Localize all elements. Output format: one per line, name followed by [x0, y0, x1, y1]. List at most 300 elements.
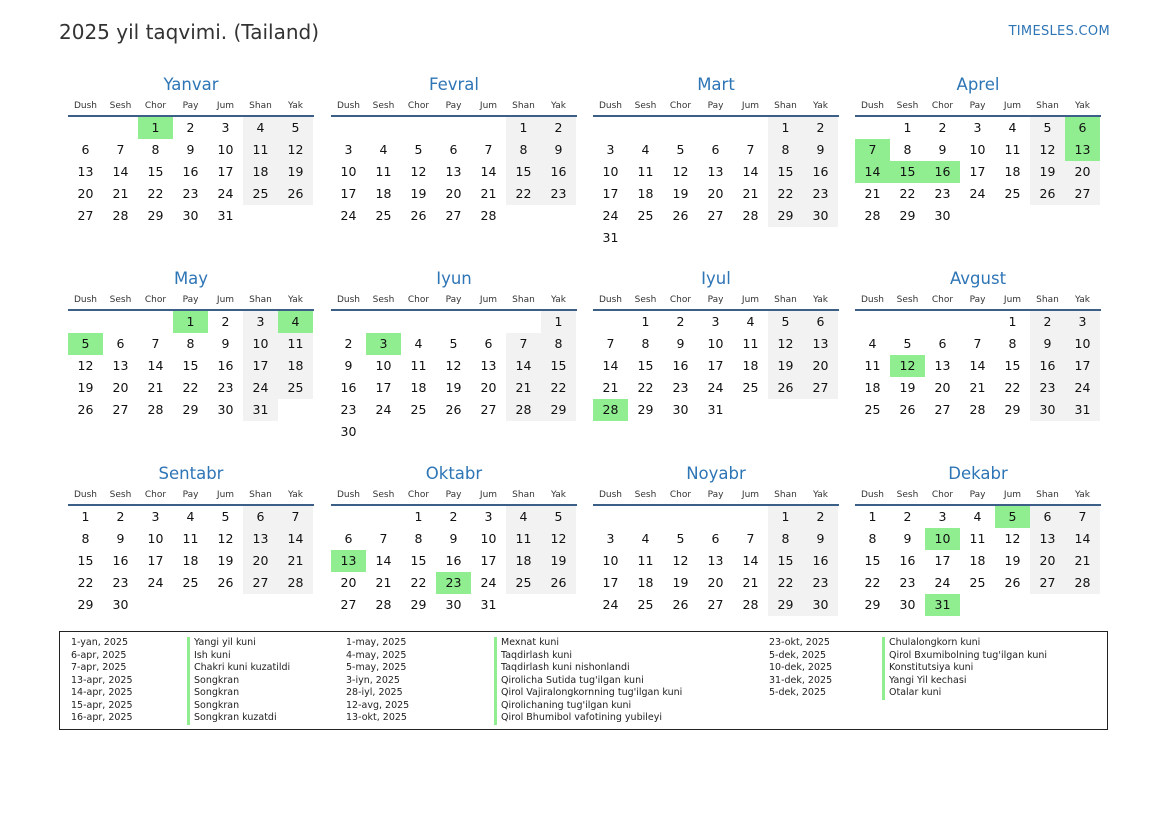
day-cell: 16: [340, 380, 357, 395]
week-row: [68, 161, 314, 183]
day-cell: 29: [637, 402, 654, 417]
week-row: [593, 399, 839, 421]
day-cell: 4: [243, 117, 278, 139]
day-cell: 18: [506, 550, 541, 572]
weekday-header: Jum: [741, 294, 760, 305]
empty-cell: [1030, 594, 1065, 616]
legend-holiday-name: Qirol Bhumibol vafotining yubileyi: [494, 712, 682, 725]
day-cell: 12: [77, 358, 94, 373]
weekday-header: Chor: [144, 100, 167, 111]
weekday-header: Shan: [1036, 294, 1059, 305]
legend-holiday-name: Qirol Bxumibolning tug'ilgan kuni: [882, 650, 1047, 663]
day-cell: 4: [278, 311, 313, 333]
weekday-header-row: [855, 290, 1101, 311]
weekday-header: Sesh: [109, 294, 132, 305]
day-cell: 15: [768, 550, 803, 572]
day-cell: 14: [480, 164, 497, 179]
week-row: [68, 399, 314, 421]
day-cell: 15: [410, 553, 427, 568]
weekday-header: Shan: [512, 100, 535, 111]
week-row: [855, 355, 1101, 377]
empty-cell: [366, 117, 401, 139]
empty-cell: [698, 227, 733, 249]
day-cell: 6: [243, 506, 278, 528]
day-cell: 31: [243, 399, 278, 421]
day-cell: 31: [217, 208, 234, 223]
day-cell: 29: [1004, 402, 1021, 417]
day-cell: 11: [410, 358, 427, 373]
day-cell: 15: [1004, 358, 1021, 373]
day-cell: 29: [768, 205, 803, 227]
day-cell: 12: [541, 528, 576, 550]
week-row: [855, 117, 1101, 139]
empty-cell: [698, 506, 733, 528]
day-cell: 16: [112, 553, 129, 568]
legend-date: 13-okt, 2025: [346, 712, 407, 723]
weekday-header: Sesh: [372, 294, 395, 305]
day-cell: 27: [707, 208, 724, 223]
month-block: [331, 74, 577, 227]
empty-cell: [401, 117, 436, 139]
day-cell: 1: [81, 509, 90, 524]
day-cell: 30: [803, 205, 838, 227]
day-cell: 29: [147, 208, 164, 223]
day-cell: 26: [541, 572, 576, 594]
day-cell: 27: [77, 208, 94, 223]
day-cell: 26: [768, 377, 803, 399]
week-row: [855, 572, 1101, 594]
day-cell: 27: [480, 402, 497, 417]
weekday-header: Shan: [249, 294, 272, 305]
empty-cell: [68, 311, 103, 333]
day-cell: 23: [217, 380, 234, 395]
weekday-header: Jum: [216, 294, 235, 305]
month-block: [593, 463, 839, 616]
day-cell: 21: [375, 575, 392, 590]
day-cell: 13: [112, 358, 129, 373]
day-cell: 5: [221, 509, 230, 524]
week-row: [331, 161, 577, 183]
day-cell: 28: [864, 208, 881, 223]
week-row: [331, 355, 577, 377]
day-cell: 4: [506, 506, 541, 528]
day-cell: 9: [1030, 333, 1065, 355]
day-cell: 3: [344, 142, 353, 157]
empty-cell: [436, 421, 471, 443]
legend-holiday-name: Qirol Vajiralongkornning tug'ilgan kuni: [494, 687, 682, 700]
day-cell: 17: [217, 164, 234, 179]
day-cell: 5: [676, 531, 685, 546]
day-cell: 1: [768, 506, 803, 528]
day-cell: 25: [182, 575, 199, 590]
day-cell: 10: [1065, 333, 1100, 355]
legend-holiday-name: Songkran kuzatdi: [187, 712, 290, 725]
day-cell: 18: [742, 358, 759, 373]
weekday-header: Chor: [407, 489, 430, 500]
weekday-header: Sesh: [634, 489, 657, 500]
day-cell: 22: [768, 183, 803, 205]
day-cell: 7: [746, 531, 755, 546]
day-cell: 2: [186, 120, 195, 135]
day-cell: 6: [449, 142, 458, 157]
day-cell: 16: [541, 161, 576, 183]
day-cell: 15: [768, 161, 803, 183]
day-cell: 10: [602, 553, 619, 568]
week-row: [593, 594, 839, 616]
day-cell: 6: [711, 142, 720, 157]
day-cell: 13: [243, 528, 278, 550]
day-cell: 21: [1065, 550, 1100, 572]
day-cell: 26: [899, 402, 916, 417]
empty-cell: [628, 227, 663, 249]
day-cell: 7: [484, 142, 493, 157]
empty-cell: [663, 227, 698, 249]
day-cell: 13: [707, 164, 724, 179]
day-cell: 25: [1004, 186, 1021, 201]
weekday-header: Dush: [73, 100, 98, 111]
day-cell: 18: [1004, 164, 1021, 179]
weekday-header: Dush: [336, 294, 361, 305]
day-cell: 3: [366, 333, 401, 355]
day-cell: 23: [899, 575, 916, 590]
day-cell: 31: [1065, 399, 1100, 421]
day-cell: 24: [375, 402, 392, 417]
weekday-header: Pay: [445, 489, 462, 500]
day-cell: 28: [112, 208, 129, 223]
day-cell: 9: [903, 531, 912, 546]
week-row: [331, 183, 577, 205]
day-cell: 30: [112, 597, 129, 612]
day-cell: 27: [1065, 183, 1100, 205]
day-cell: 24: [969, 186, 986, 201]
weekday-header: Sesh: [372, 489, 395, 500]
day-cell: 11: [182, 531, 199, 546]
weekday-header: Yak: [813, 294, 828, 305]
day-cell: 14: [602, 358, 619, 373]
legend-holiday-name: Songkran: [187, 675, 290, 688]
day-cell: 8: [506, 139, 541, 161]
day-cell: 14: [742, 553, 759, 568]
day-cell: 22: [147, 186, 164, 201]
empty-cell: [733, 399, 768, 421]
week-row: [855, 550, 1101, 572]
day-cell: 1: [768, 117, 803, 139]
day-cell: 15: [541, 355, 576, 377]
weekday-header: Shan: [1036, 100, 1059, 111]
day-cell: 14: [278, 528, 313, 550]
weekday-header-row: [331, 96, 577, 117]
legend-holiday-name: Chulalongkorn kuni: [882, 637, 1047, 650]
day-cell: 21: [147, 380, 164, 395]
day-cell: 11: [375, 164, 392, 179]
empty-cell: [366, 311, 401, 333]
weekday-header: Chor: [144, 294, 167, 305]
empty-cell: [995, 205, 1030, 227]
day-cell: 23: [182, 186, 199, 201]
day-cell: 13: [1030, 528, 1065, 550]
day-cell: 19: [899, 380, 916, 395]
day-cell: 23: [112, 575, 129, 590]
day-cell: 19: [672, 186, 689, 201]
legend-date: 31-dek, 2025: [769, 674, 833, 686]
day-cell: 27: [243, 572, 278, 594]
page-title: 2025 yil taqvimi. (Tailand): [59, 20, 320, 44]
day-cell: 14: [1065, 528, 1100, 550]
legend-date: 4-may, 2025: [346, 649, 407, 661]
day-cell: 7: [746, 142, 755, 157]
weekday-header: Chor: [931, 294, 954, 305]
day-cell: 15: [77, 553, 94, 568]
weekday-header-row: [68, 485, 314, 506]
day-cell: 2: [221, 314, 230, 329]
weekday-header: Jum: [741, 100, 760, 111]
day-cell: 12: [1030, 139, 1065, 161]
day-cell: 21: [969, 380, 986, 395]
day-cell: 2: [903, 509, 912, 524]
day-cell: 15: [147, 164, 164, 179]
day-cell: 4: [746, 314, 755, 329]
day-cell: 18: [969, 553, 986, 568]
day-cell: 13: [803, 333, 838, 355]
day-cell: 27: [445, 208, 462, 223]
day-cell: 4: [973, 509, 982, 524]
day-cell: 10: [375, 358, 392, 373]
week-row: [855, 506, 1101, 528]
day-cell: 20: [243, 550, 278, 572]
day-cell: 24: [147, 575, 164, 590]
day-cell: 8: [414, 531, 423, 546]
week-row: [855, 139, 1101, 161]
month-block: [331, 268, 577, 443]
empty-cell: [768, 399, 803, 421]
empty-cell: [436, 311, 471, 333]
empty-cell: [663, 506, 698, 528]
day-cell: 29: [864, 597, 881, 612]
empty-cell: [208, 594, 243, 616]
day-cell: 22: [506, 183, 541, 205]
day-cell: 21: [112, 186, 129, 201]
weekday-header: Dush: [336, 489, 361, 500]
day-cell: 28: [278, 572, 313, 594]
week-row: [331, 311, 577, 333]
weekday-header: Chor: [931, 489, 954, 500]
day-cell: 22: [768, 572, 803, 594]
day-cell: 20: [480, 380, 497, 395]
day-cell: 31: [480, 597, 497, 612]
weekday-header: Chor: [669, 489, 692, 500]
legend-dates-column: [346, 637, 409, 725]
empty-cell: [436, 117, 471, 139]
empty-cell: [995, 594, 1030, 616]
brand-link[interactable]: TIMESLES.COM: [1008, 24, 1110, 39]
day-cell: 29: [541, 399, 576, 421]
day-cell: 8: [868, 531, 877, 546]
day-cell: 18: [637, 575, 654, 590]
day-cell: 20: [934, 380, 951, 395]
legend-names-column: [882, 637, 1047, 700]
day-cell: 19: [445, 380, 462, 395]
day-cell: 2: [116, 509, 125, 524]
day-cell: 16: [1030, 355, 1065, 377]
legend-dates-column: [71, 637, 133, 725]
legend-holiday-name: Otalar kuni: [882, 687, 1047, 700]
month-name: Mart: [697, 75, 735, 94]
day-cell: 20: [112, 380, 129, 395]
day-cell: 31: [602, 230, 619, 245]
day-cell: 24: [217, 186, 234, 201]
week-row: [593, 550, 839, 572]
day-cell: 10: [147, 531, 164, 546]
day-cell: 29: [77, 597, 94, 612]
week-row: [855, 205, 1101, 227]
day-cell: 4: [186, 509, 195, 524]
day-cell: 11: [864, 358, 881, 373]
week-row: [855, 161, 1101, 183]
day-cell: 19: [768, 355, 803, 377]
day-cell: 14: [375, 553, 392, 568]
day-cell: 14: [969, 358, 986, 373]
weekday-header: Pay: [707, 489, 724, 500]
empty-cell: [593, 311, 628, 333]
day-cell: 5: [903, 336, 912, 351]
weekday-header: Chor: [407, 100, 430, 111]
day-cell: 25: [375, 208, 392, 223]
weekday-header: Yak: [551, 489, 566, 500]
day-cell: 6: [1030, 506, 1065, 528]
day-cell: 18: [637, 186, 654, 201]
legend-date: 7-apr, 2025: [71, 662, 127, 673]
day-cell: 2: [344, 336, 353, 351]
day-cell: 11: [742, 336, 759, 351]
legend-holiday-name: Taqdirlash kuni nishonlandi: [494, 662, 682, 675]
day-cell: 21: [506, 377, 541, 399]
day-cell: 19: [1030, 161, 1065, 183]
empty-cell: [401, 421, 436, 443]
day-cell: 9: [344, 358, 353, 373]
day-cell: 4: [379, 142, 388, 157]
day-cell: 17: [243, 355, 278, 377]
day-cell: 2: [449, 509, 458, 524]
legend-date: 16-apr, 2025: [71, 712, 133, 723]
day-cell: 19: [541, 550, 576, 572]
day-cell: 11: [637, 553, 654, 568]
day-cell: 1: [868, 509, 877, 524]
weekday-header: Pay: [445, 294, 462, 305]
month-block: [68, 268, 314, 421]
empty-cell: [103, 117, 138, 139]
day-cell: 4: [641, 531, 650, 546]
day-cell: 15: [506, 161, 541, 183]
day-cell: 4: [868, 336, 877, 351]
day-cell: 3: [973, 120, 982, 135]
empty-cell: [331, 311, 366, 333]
day-cell: 25: [506, 572, 541, 594]
empty-cell: [506, 594, 541, 616]
month-block: [68, 74, 314, 227]
week-row: [593, 506, 839, 528]
weekday-header: Jum: [479, 100, 498, 111]
weekday-header: Dush: [598, 100, 623, 111]
week-row: [68, 311, 314, 333]
week-row: [855, 528, 1101, 550]
empty-cell: [855, 117, 890, 139]
day-cell: 3: [151, 509, 160, 524]
weekday-header: Yak: [1075, 489, 1090, 500]
day-cell: 7: [506, 333, 541, 355]
legend-date: 1-may, 2025: [346, 637, 407, 648]
day-cell: 27: [934, 402, 951, 417]
empty-cell: [628, 117, 663, 139]
week-row: [68, 550, 314, 572]
day-cell: 26: [77, 402, 94, 417]
day-cell: 18: [182, 553, 199, 568]
day-cell: 8: [768, 139, 803, 161]
empty-cell: [541, 205, 576, 227]
weekday-header: Chor: [669, 100, 692, 111]
month-block: [331, 463, 577, 616]
day-cell: 3: [1065, 311, 1100, 333]
day-cell: 20: [707, 575, 724, 590]
empty-cell: [331, 117, 366, 139]
empty-cell: [733, 227, 768, 249]
weekday-header: Jum: [741, 489, 760, 500]
month-block: [593, 74, 839, 249]
month-name: Aprel: [956, 75, 1000, 94]
day-cell: 25: [864, 402, 881, 417]
day-cell: 5: [995, 506, 1030, 528]
day-cell: 27: [1030, 572, 1065, 594]
day-cell: 16: [925, 161, 960, 183]
day-cell: 8: [541, 333, 576, 355]
month-block: [593, 268, 839, 421]
week-row: [68, 333, 314, 355]
day-cell: 21: [742, 186, 759, 201]
day-cell: 10: [340, 164, 357, 179]
day-cell: 15: [864, 553, 881, 568]
legend-date: 5-dek, 2025: [769, 649, 827, 661]
day-cell: 22: [864, 575, 881, 590]
day-cell: 22: [899, 186, 916, 201]
day-cell: 12: [278, 139, 313, 161]
week-row: [331, 421, 577, 443]
day-cell: 17: [340, 186, 357, 201]
empty-cell: [733, 117, 768, 139]
weekday-header: Jum: [479, 489, 498, 500]
day-cell: 23: [934, 186, 951, 201]
week-row: [331, 594, 577, 616]
day-cell: 13: [1065, 139, 1100, 161]
weekday-header: Dush: [860, 294, 885, 305]
day-cell: 23: [803, 572, 838, 594]
empty-cell: [1030, 205, 1065, 227]
day-cell: 16: [182, 164, 199, 179]
day-cell: 8: [903, 142, 912, 157]
day-cell: 22: [1004, 380, 1021, 395]
weekday-header: Pay: [445, 100, 462, 111]
day-cell: 30: [340, 424, 357, 439]
legend-date: 28-iyl, 2025: [346, 687, 403, 698]
day-cell: 28: [593, 399, 628, 421]
day-cell: 8: [186, 336, 195, 351]
day-cell: 6: [711, 531, 720, 546]
day-cell: 13: [331, 550, 366, 572]
week-row: [331, 139, 577, 161]
day-cell: 20: [445, 186, 462, 201]
empty-cell: [278, 205, 313, 227]
day-cell: 2: [803, 117, 838, 139]
day-cell: 21: [480, 186, 497, 201]
weekday-header: Sesh: [896, 489, 919, 500]
